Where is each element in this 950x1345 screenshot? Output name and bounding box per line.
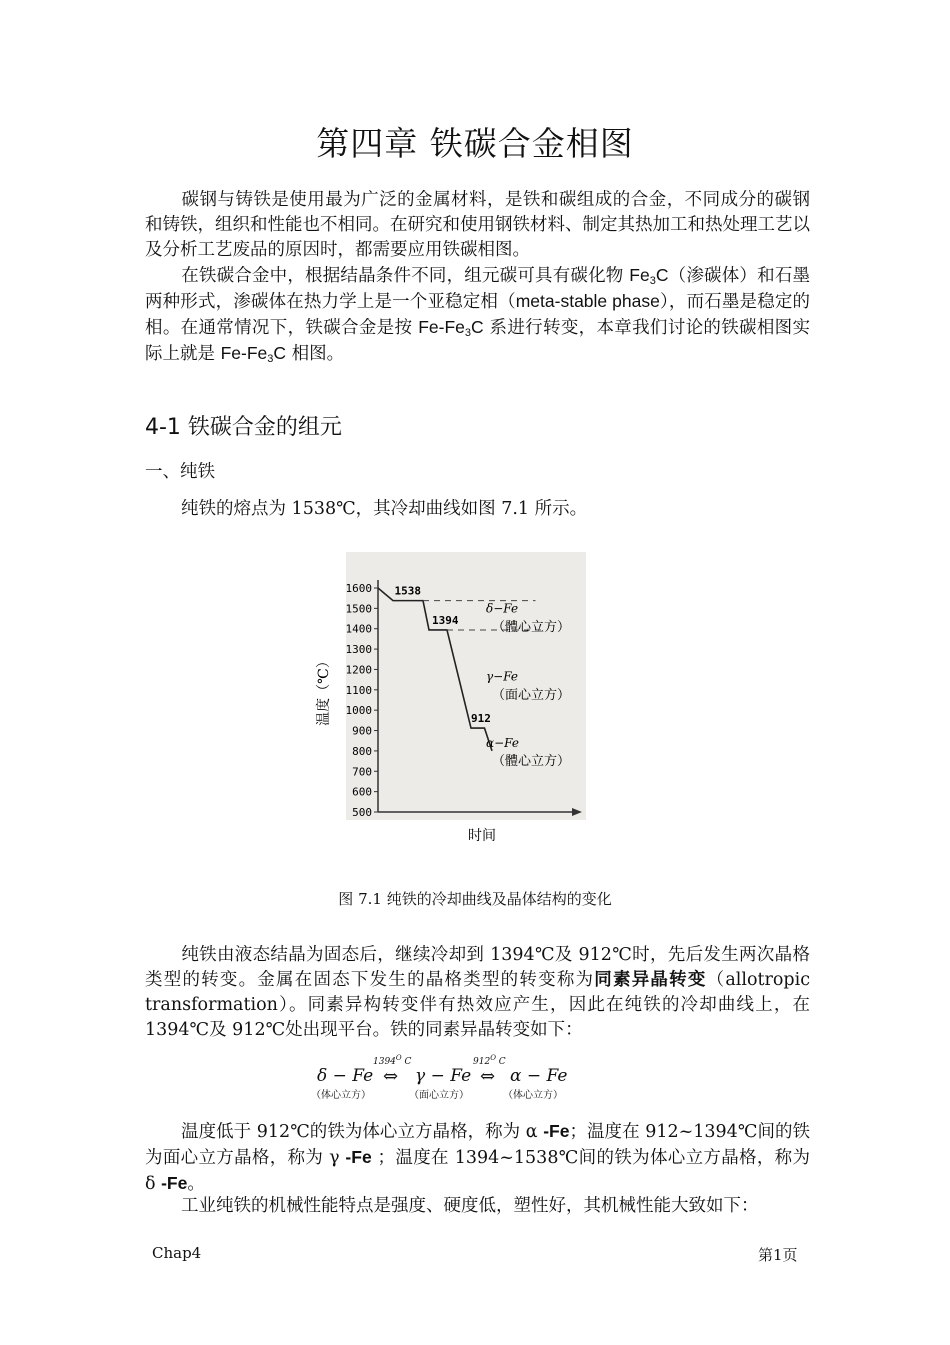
- allotropic-paragraph: 纯铁由液态结晶为固态后，继续冷却到 1394℃及 912℃时，先后发生两次晶格类型的转变。金属在固态下发生的晶格类型的转变称为同素异晶转变（allotropic transformation）。同素异构转变伴有热效应产生，因此在纯铁的冷却曲线上，在 1394℃及 912℃处出现平台。铁的同素异晶转变如下：: [145, 945, 811, 1040]
- figure-caption: 图 7.1 纯铁的冷却曲线及晶体结构的变化: [338, 890, 612, 908]
- x-axis-label: 时间: [468, 828, 496, 844]
- y-tick-label: 800: [352, 744, 372, 758]
- subsection-heading: 一、纯铁: [145, 462, 215, 482]
- phase-name: α−Fe: [486, 735, 519, 750]
- phase-name: γ−Fe: [486, 669, 518, 684]
- chapter-title: 第四章 铁碳合金相图: [316, 124, 634, 163]
- y-tick-label: 500: [352, 806, 372, 819]
- plateau-label: 1394: [432, 613, 459, 627]
- intro-paragraph-1: 碳钢与铸铁是使用最为广泛的金属材料，是铁和碳组成的合金，不同成分的碳钢和铸铁，组织和性能也不相同。在研究和使用钢铁材料、制定其热加工和热处理工艺以及分析工艺废品的原因时，都需要应用铁碳相图。: [145, 190, 810, 260]
- section-heading: 4-1 铁碳合金的组元: [145, 415, 342, 440]
- y-tick-label: 600: [352, 785, 372, 799]
- phase-structure: （面心立方）: [492, 687, 571, 703]
- y-tick-label: 1400: [345, 622, 372, 636]
- y-tick-label: 1500: [345, 602, 372, 616]
- intro-paragraph-2: 在铁碳合金中，根据结晶条件不同，组元碳可具有碳化物 $Fe_3C$（渗碳体）和石墨两种形式，渗碳体在热力学上是一个亚稳定相（meta-stable phase），而石墨是稳定的相。在通常情况下，铁碳合金是按 $Fe-Fe_3C$ 系进行转变，本章我们讨论的铁碳相图实际上就是 $Fe-Fe_3C$ 相图。: [145, 265, 811, 365]
- footer-chapter: Chap4: [152, 1244, 202, 1262]
- phase-structure: （體心立方）: [492, 754, 571, 770]
- mechanical-properties-paragraph: 工业纯铁的机械性能特点是强度、硬度低，塑性好，其机械性能大致如下：: [181, 1196, 759, 1216]
- cooling-curve-figure: [310, 550, 610, 850]
- y-tick-label: 1000: [345, 704, 372, 718]
- melting-point-paragraph: 纯铁的熔点为 1538℃，其冷却曲线如图 7.1 所示。: [181, 499, 588, 519]
- equilibrium-arrow: ⇔: [383, 1066, 399, 1087]
- alpha-fe: α − Fe: [510, 1066, 568, 1086]
- delta-fe: δ − Fe: [317, 1066, 374, 1086]
- phase-description-paragraph: 温度低于 912℃的铁为体心立方晶格，称为 α -Fe；温度在 912~1394℃间的铁为面心立方晶格，称为 γ -Fe ；温度在 1394~1538℃间的铁为体心立方晶格，称为 δ -Fe。: [145, 1121, 811, 1194]
- y-tick-label: 1300: [345, 643, 372, 657]
- phase-name: δ−Fe: [486, 601, 519, 616]
- y-tick-label: 1100: [345, 683, 372, 697]
- y-axis-label: 温度（℃）: [316, 654, 332, 726]
- plateau-label: 912: [471, 712, 491, 726]
- y-tick-label: 1200: [345, 663, 372, 677]
- plateau-label: 1538: [394, 584, 421, 598]
- footer-page-number: 第1页: [758, 1246, 798, 1264]
- gamma-fe: γ − Fe: [415, 1066, 472, 1086]
- phase-structure: （體心立方）: [492, 619, 571, 635]
- allotropic-formula: $1394^O$ C $912^O$ C δ − Fe ⇔ γ − Fe ⇔ α − Fe （体心立方） （面心立方） （体心立方）: [311, 1054, 568, 1101]
- y-tick-label: 700: [352, 765, 372, 779]
- y-tick-label: 900: [352, 724, 372, 738]
- cooling-curve-chart: [310, 550, 610, 850]
- y-tick-label: 1600: [345, 582, 372, 595]
